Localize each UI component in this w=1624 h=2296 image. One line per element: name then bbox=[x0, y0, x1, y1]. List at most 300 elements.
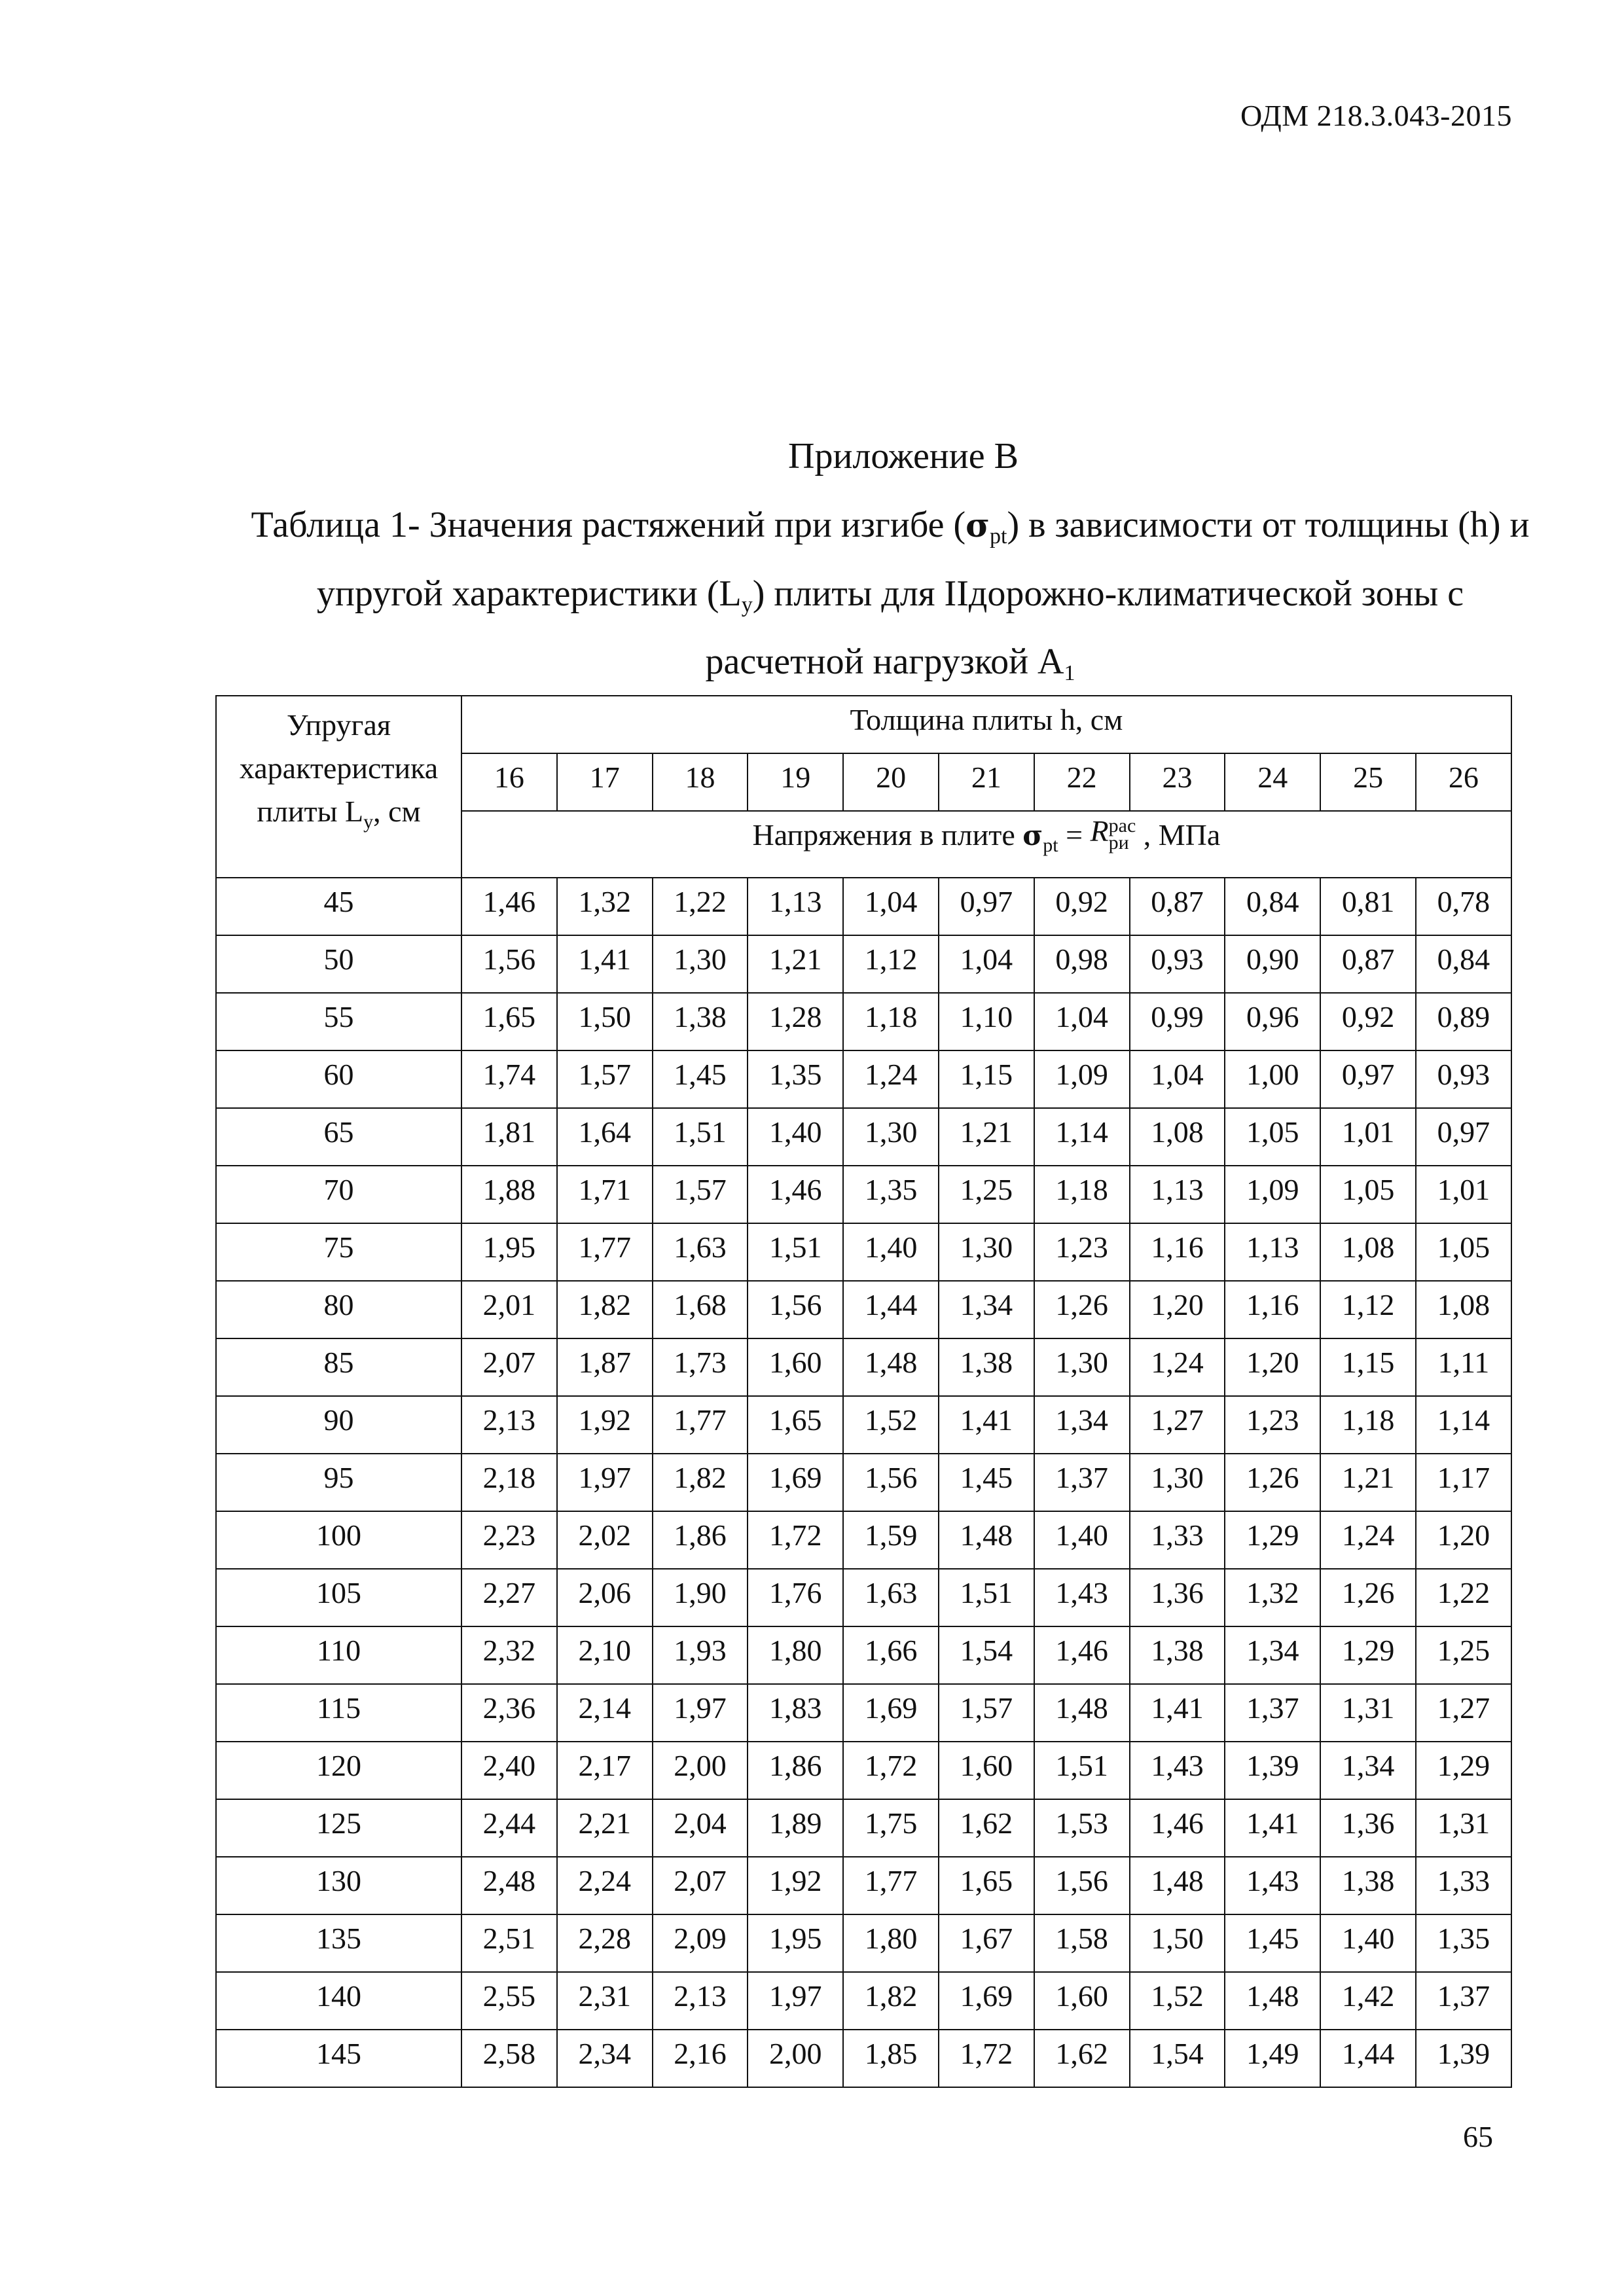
stress-value-cell: 1,44 bbox=[1320, 2030, 1416, 2087]
stress-value-cell: 2,40 bbox=[461, 1742, 557, 1799]
stress-value-cell: 1,48 bbox=[939, 1511, 1034, 1569]
stress-value-cell: 1,44 bbox=[843, 1281, 939, 1338]
stress-value-cell: 1,23 bbox=[1225, 1396, 1320, 1454]
stress-value-cell: 2,24 bbox=[557, 1857, 653, 1914]
stress-value-cell: 0,78 bbox=[1416, 878, 1511, 935]
stress-value-cell: 1,20 bbox=[1225, 1338, 1320, 1396]
stress-value-cell: 1,05 bbox=[1416, 1223, 1511, 1281]
stress-value-cell: 1,09 bbox=[1034, 1050, 1130, 1108]
stress-value-cell: 1,95 bbox=[748, 1914, 843, 1972]
stress-value-cell: 1,20 bbox=[1130, 1281, 1225, 1338]
ly-value-cell: 110 bbox=[216, 1626, 461, 1684]
stress-value-cell: 1,82 bbox=[843, 1972, 939, 2030]
ly-value-cell: 95 bbox=[216, 1454, 461, 1511]
table-row bbox=[216, 1454, 1511, 1511]
ly-value-cell: 75 bbox=[216, 1223, 461, 1281]
stress-value-cell: 1,93 bbox=[653, 1626, 748, 1684]
stress-value-cell: 1,67 bbox=[939, 1914, 1034, 1972]
stress-value-cell: 1,41 bbox=[1130, 1684, 1225, 1742]
ly-value-cell: 85 bbox=[216, 1338, 461, 1396]
stress-value-cell: 1,80 bbox=[748, 1626, 843, 1684]
stress-value-cell: 2,23 bbox=[461, 1511, 557, 1569]
stress-value-cell: 1,35 bbox=[843, 1166, 939, 1223]
stress-value-cell: 1,77 bbox=[843, 1857, 939, 1914]
table-row bbox=[216, 1108, 1511, 1166]
stress-value-cell: 1,40 bbox=[843, 1223, 939, 1281]
stress-value-cell: 1,28 bbox=[748, 993, 843, 1050]
stress-value-cell: 1,81 bbox=[461, 1108, 557, 1166]
document-code: ОДМ 218.3.043-2015 bbox=[1240, 99, 1512, 132]
ly-value-cell: 90 bbox=[216, 1396, 461, 1454]
stress-value-cell: 1,26 bbox=[1320, 1569, 1416, 1626]
stress-value-cell: 1,45 bbox=[939, 1454, 1034, 1511]
stress-value-cell: 1,40 bbox=[1034, 1511, 1130, 1569]
stress-value-cell: 2,01 bbox=[461, 1281, 557, 1338]
stress-value-cell: 1,37 bbox=[1034, 1454, 1130, 1511]
table-caption bbox=[249, 491, 1532, 696]
stress-value-cell: 1,23 bbox=[1034, 1223, 1130, 1281]
stress-value-cell: 1,73 bbox=[653, 1338, 748, 1396]
stress-value-cell: 2,34 bbox=[557, 2030, 653, 2087]
stress-value-cell: 1,20 bbox=[1416, 1511, 1511, 1569]
stress-value-cell: 1,05 bbox=[1320, 1166, 1416, 1223]
stress-value-cell: 0,81 bbox=[1320, 878, 1416, 935]
stress-value-cell: 0,97 bbox=[1416, 1108, 1511, 1166]
thickness-header-cell: Толщина плиты h, см bbox=[461, 696, 1511, 753]
stress-value-cell: 1,49 bbox=[1225, 2030, 1320, 2087]
stress-value-cell: 1,56 bbox=[843, 1454, 939, 1511]
table-row bbox=[216, 1914, 1511, 1972]
stress-value-cell: 2,17 bbox=[557, 1742, 653, 1799]
stress-value-cell: 2,55 bbox=[461, 1972, 557, 2030]
stress-value-cell: 2,51 bbox=[461, 1914, 557, 1972]
stress-value-cell: 1,51 bbox=[1034, 1742, 1130, 1799]
stress-value-cell: 1,12 bbox=[843, 935, 939, 993]
ly-value-cell: 105 bbox=[216, 1569, 461, 1626]
stress-value-cell: 1,18 bbox=[1320, 1396, 1416, 1454]
stress-value-cell: 1,63 bbox=[653, 1223, 748, 1281]
stress-value-cell: 1,36 bbox=[1320, 1799, 1416, 1857]
stress-value-cell: 1,76 bbox=[748, 1569, 843, 1626]
stress-value-cell: 1,30 bbox=[653, 935, 748, 993]
stress-value-cell: 0,97 bbox=[939, 878, 1034, 935]
table-row bbox=[216, 878, 1511, 935]
stress-value-cell: 1,65 bbox=[939, 1857, 1034, 1914]
stress-value-cell: 1,52 bbox=[1130, 1972, 1225, 2030]
thickness-cell: 21 bbox=[939, 753, 1034, 811]
stress-value-cell: 1,72 bbox=[939, 2030, 1034, 2087]
table-row bbox=[216, 1684, 1511, 1742]
stress-value-cell: 1,60 bbox=[1034, 1972, 1130, 2030]
ly-value-cell: 55 bbox=[216, 993, 461, 1050]
stress-value-cell: 1,00 bbox=[1225, 1050, 1320, 1108]
stress-value-cell: 1,40 bbox=[748, 1108, 843, 1166]
stress-value-cell: 1,14 bbox=[1416, 1396, 1511, 1454]
stress-value-cell: 1,12 bbox=[1320, 1281, 1416, 1338]
stress-value-cell: 1,86 bbox=[748, 1742, 843, 1799]
stress-value-cell: 1,56 bbox=[461, 935, 557, 993]
stress-value-cell: 1,30 bbox=[843, 1108, 939, 1166]
table-row bbox=[216, 1626, 1511, 1684]
stress-value-cell: 1,29 bbox=[1225, 1511, 1320, 1569]
table-row bbox=[216, 935, 1511, 993]
stress-value-cell: 1,08 bbox=[1130, 1108, 1225, 1166]
stress-value-cell: 1,60 bbox=[939, 1742, 1034, 1799]
stress-value-cell: 2,16 bbox=[653, 2030, 748, 2087]
stress-value-cell: 1,33 bbox=[1416, 1857, 1511, 1914]
thickness-cell: 26 bbox=[1416, 753, 1511, 811]
page-number: 65 bbox=[1463, 2120, 1493, 2153]
stress-value-cell: 2,00 bbox=[748, 2030, 843, 2087]
stress-value-cell: 1,82 bbox=[653, 1454, 748, 1511]
stress-value-cell: 1,38 bbox=[939, 1338, 1034, 1396]
ly-value-cell: 65 bbox=[216, 1108, 461, 1166]
stress-value-cell: 1,17 bbox=[1416, 1454, 1511, 1511]
stress-value-cell: 1,71 bbox=[557, 1166, 653, 1223]
stress-value-cell: 1,04 bbox=[939, 935, 1034, 993]
stress-value-cell: 1,26 bbox=[1034, 1281, 1130, 1338]
stress-value-cell: 1,92 bbox=[557, 1396, 653, 1454]
stress-value-cell: 1,89 bbox=[748, 1799, 843, 1857]
stress-value-cell: 2,27 bbox=[461, 1569, 557, 1626]
stress-value-cell: 1,48 bbox=[1225, 1972, 1320, 2030]
thickness-cell: 23 bbox=[1130, 753, 1225, 811]
stress-value-cell: 2,07 bbox=[653, 1857, 748, 1914]
stress-value-cell: 0,93 bbox=[1416, 1050, 1511, 1108]
stress-value-cell: 1,39 bbox=[1416, 2030, 1511, 2087]
caption-text-2: ) в зависимости от толщины (h) и упругой характеристики (L bbox=[316, 505, 1530, 614]
stress-value-cell: 1,24 bbox=[1320, 1511, 1416, 1569]
table-row bbox=[216, 1742, 1511, 1799]
table-row bbox=[216, 1223, 1511, 1281]
thickness-cell: 19 bbox=[748, 753, 843, 811]
stress-value-cell: 1,22 bbox=[1416, 1569, 1511, 1626]
stress-value-cell: 1,09 bbox=[1225, 1166, 1320, 1223]
stress-value-cell: 1,30 bbox=[1130, 1454, 1225, 1511]
table-row bbox=[216, 1857, 1511, 1914]
stress-value-cell: 1,37 bbox=[1225, 1684, 1320, 1742]
stress-value-cell: 1,41 bbox=[557, 935, 653, 993]
stress-value-cell: 1,10 bbox=[939, 993, 1034, 1050]
thickness-cell: 25 bbox=[1320, 753, 1416, 811]
table-row bbox=[216, 1166, 1511, 1223]
stress-value-cell: 1,13 bbox=[748, 878, 843, 935]
table-row bbox=[216, 1511, 1511, 1569]
stress-value-cell: 1,56 bbox=[1034, 1857, 1130, 1914]
table-row bbox=[216, 2030, 1511, 2087]
ly-value-cell: 45 bbox=[216, 878, 461, 935]
stress-value-cell: 1,13 bbox=[1225, 1223, 1320, 1281]
r-formula: R рас ри bbox=[1090, 814, 1136, 853]
stress-value-cell: 1,32 bbox=[1225, 1569, 1320, 1626]
stress-value-cell: 1,05 bbox=[1225, 1108, 1320, 1166]
stress-value-cell: 1,18 bbox=[843, 993, 939, 1050]
stress-value-cell: 1,16 bbox=[1225, 1281, 1320, 1338]
stress-value-cell: 1,45 bbox=[1225, 1914, 1320, 1972]
stress-value-cell: 1,26 bbox=[1225, 1454, 1320, 1511]
ly-header-line-2: характеристика bbox=[239, 751, 439, 785]
table-row bbox=[216, 1281, 1511, 1338]
stress-value-cell: 1,77 bbox=[557, 1223, 653, 1281]
stress-value-cell: 1,68 bbox=[653, 1281, 748, 1338]
stress-value-cell: 1,51 bbox=[939, 1569, 1034, 1626]
stress-value-cell: 1,08 bbox=[1320, 1223, 1416, 1281]
stress-value-cell: 1,57 bbox=[653, 1166, 748, 1223]
stress-value-cell: 1,04 bbox=[1130, 1050, 1225, 1108]
stress-value-cell: 1,41 bbox=[1225, 1799, 1320, 1857]
stress-value-cell: 1,87 bbox=[557, 1338, 653, 1396]
thickness-cell: 24 bbox=[1225, 753, 1320, 811]
stress-value-cell: 1,40 bbox=[1320, 1914, 1416, 1972]
stress-value-cell: 1,04 bbox=[843, 878, 939, 935]
stress-value-cell: 1,50 bbox=[557, 993, 653, 1050]
stress-value-cell: 2,13 bbox=[653, 1972, 748, 2030]
stress-value-cell: 1,34 bbox=[1320, 1742, 1416, 1799]
stress-value-cell: 2,04 bbox=[653, 1799, 748, 1857]
stress-value-cell: 2,14 bbox=[557, 1684, 653, 1742]
stress-table bbox=[215, 695, 1512, 2088]
stress-value-cell: 2,36 bbox=[461, 1684, 557, 1742]
stress-value-cell: 1,65 bbox=[461, 993, 557, 1050]
ly-value-cell: 120 bbox=[216, 1742, 461, 1799]
stress-value-cell: 1,11 bbox=[1416, 1338, 1511, 1396]
stress-value-cell: 1,54 bbox=[1130, 2030, 1225, 2087]
table-row bbox=[216, 993, 1511, 1050]
ly-value-cell: 100 bbox=[216, 1511, 461, 1569]
stress-value-cell: 0,99 bbox=[1130, 993, 1225, 1050]
stress-value-cell: 2,44 bbox=[461, 1799, 557, 1857]
stress-value-cell: 1,69 bbox=[939, 1972, 1034, 2030]
l-subscript: у bbox=[741, 593, 753, 617]
stress-value-cell: 0,89 bbox=[1416, 993, 1511, 1050]
stress-value-cell: 1,60 bbox=[748, 1338, 843, 1396]
stress-value-cell: 1,72 bbox=[748, 1511, 843, 1569]
a-subscript: 1 bbox=[1064, 661, 1075, 685]
stress-value-cell: 2,00 bbox=[653, 1742, 748, 1799]
stress-value-cell: 1,27 bbox=[1416, 1684, 1511, 1742]
stress-header-cell: Напряжения в плите $\sigma_{pt} = R$ рас ри , МПа bbox=[461, 811, 1511, 878]
stress-value-cell: 1,31 bbox=[1320, 1684, 1416, 1742]
stress-value-cell: 1,29 bbox=[1320, 1626, 1416, 1684]
stress-value-cell: 1,34 bbox=[1225, 1626, 1320, 1684]
stress-value-cell: 1,15 bbox=[1320, 1338, 1416, 1396]
stress-value-cell: 1,43 bbox=[1130, 1742, 1225, 1799]
stress-value-cell: 1,46 bbox=[748, 1166, 843, 1223]
stress-value-cell: 1,13 bbox=[1130, 1166, 1225, 1223]
stress-value-cell: 1,38 bbox=[1320, 1857, 1416, 1914]
stress-value-cell: 1,57 bbox=[557, 1050, 653, 1108]
stress-value-cell: 1,86 bbox=[653, 1511, 748, 1569]
stress-value-cell: 2,07 bbox=[461, 1338, 557, 1396]
table-row bbox=[216, 1569, 1511, 1626]
stress-value-cell: 2,28 bbox=[557, 1914, 653, 1972]
stress-value-cell: 0,90 bbox=[1225, 935, 1320, 993]
thickness-cell: 17 bbox=[557, 753, 653, 811]
stress-value-cell: 2,09 bbox=[653, 1914, 748, 1972]
stress-value-cell: 1,97 bbox=[748, 1972, 843, 2030]
stress-value-cell: 1,16 bbox=[1130, 1223, 1225, 1281]
table-row bbox=[216, 1396, 1511, 1454]
stress-value-cell: 1,18 bbox=[1034, 1166, 1130, 1223]
stress-value-cell: 1,39 bbox=[1225, 1742, 1320, 1799]
stress-value-cell: 1,56 bbox=[748, 1281, 843, 1338]
ly-header-line-1: Упругая bbox=[287, 708, 391, 742]
stress-value-cell: 0,87 bbox=[1130, 878, 1225, 935]
ly-value-cell: 50 bbox=[216, 935, 461, 993]
stress-value-cell: 1,83 bbox=[748, 1684, 843, 1742]
stress-value-cell: 1,46 bbox=[1130, 1799, 1225, 1857]
stress-value-cell: 0,98 bbox=[1034, 935, 1130, 993]
stress-value-cell: 1,50 bbox=[1130, 1914, 1225, 1972]
stress-value-cell: 1,36 bbox=[1130, 1569, 1225, 1626]
stress-value-cell: 1,52 bbox=[843, 1396, 939, 1454]
stress-value-cell: 1,01 bbox=[1416, 1166, 1511, 1223]
stress-value-cell: 1,21 bbox=[939, 1108, 1034, 1166]
stress-value-cell: 1,24 bbox=[843, 1050, 939, 1108]
stress-value-cell: 0,84 bbox=[1225, 878, 1320, 935]
stress-value-cell: 2,32 bbox=[461, 1626, 557, 1684]
stress-value-cell: 1,08 bbox=[1416, 1281, 1511, 1338]
sigma-subscript: pt bbox=[990, 524, 1007, 548]
ly-value-cell: 135 bbox=[216, 1914, 461, 1972]
stress-value-cell: 1,32 bbox=[557, 878, 653, 935]
table-row bbox=[216, 1338, 1511, 1396]
stress-value-cell: 1,51 bbox=[748, 1223, 843, 1281]
stress-value-cell: 1,25 bbox=[939, 1166, 1034, 1223]
stress-value-cell: 0,93 bbox=[1130, 935, 1225, 993]
ly-value-cell: 115 bbox=[216, 1684, 461, 1742]
stress-value-cell: 1,15 bbox=[939, 1050, 1034, 1108]
stress-value-cell: 1,46 bbox=[461, 878, 557, 935]
table-row bbox=[216, 1050, 1511, 1108]
stress-value-cell: 0,92 bbox=[1320, 993, 1416, 1050]
caption-text-3: ) плиты для IIдорожно-климатической зоны с расчетной нагрузкой А bbox=[705, 573, 1464, 682]
stress-value-cell: 1,69 bbox=[843, 1684, 939, 1742]
table-row bbox=[216, 1799, 1511, 1857]
stress-value-cell: 1,53 bbox=[1034, 1799, 1130, 1857]
stress-value-cell: 1,59 bbox=[843, 1511, 939, 1569]
stress-value-cell: 1,43 bbox=[1034, 1569, 1130, 1626]
stress-value-cell: 2,58 bbox=[461, 2030, 557, 2087]
stress-value-cell: 1,38 bbox=[653, 993, 748, 1050]
stress-value-cell: 1,37 bbox=[1416, 1972, 1511, 2030]
stress-value-cell: 2,06 bbox=[557, 1569, 653, 1626]
stress-value-cell: 1,45 bbox=[653, 1050, 748, 1108]
stress-value-cell: 1,42 bbox=[1320, 1972, 1416, 2030]
stress-value-cell: 1,88 bbox=[461, 1166, 557, 1223]
stress-value-cell: 1,80 bbox=[843, 1914, 939, 1972]
stress-value-cell: 1,97 bbox=[557, 1454, 653, 1511]
stress-value-cell: 1,64 bbox=[557, 1108, 653, 1166]
stress-value-cell: 2,21 bbox=[557, 1799, 653, 1857]
stress-value-cell: 1,29 bbox=[1416, 1742, 1511, 1799]
stress-value-cell: 1,57 bbox=[939, 1684, 1034, 1742]
stress-value-cell: 1,69 bbox=[748, 1454, 843, 1511]
stress-value-cell: 1,30 bbox=[1034, 1338, 1130, 1396]
stress-value-cell: 1,34 bbox=[939, 1281, 1034, 1338]
stress-value-cell: 1,14 bbox=[1034, 1108, 1130, 1166]
thickness-cell: 18 bbox=[653, 753, 748, 811]
stress-value-cell: 1,97 bbox=[653, 1684, 748, 1742]
stress-value-cell: 1,54 bbox=[939, 1626, 1034, 1684]
stress-value-cell: 1,48 bbox=[843, 1338, 939, 1396]
stress-value-cell: 2,31 bbox=[557, 1972, 653, 2030]
ly-header-cell bbox=[216, 696, 461, 878]
ly-value-cell: 80 bbox=[216, 1281, 461, 1338]
stress-value-cell: 0,96 bbox=[1225, 993, 1320, 1050]
stress-value-cell: 1,48 bbox=[1130, 1857, 1225, 1914]
stress-value-cell: 1,65 bbox=[748, 1396, 843, 1454]
stress-value-cell: 1,01 bbox=[1320, 1108, 1416, 1166]
stress-value-cell: 1,35 bbox=[1416, 1914, 1511, 1972]
ly-value-cell: 60 bbox=[216, 1050, 461, 1108]
stress-value-cell: 1,21 bbox=[748, 935, 843, 993]
stress-value-cell: 1,21 bbox=[1320, 1454, 1416, 1511]
stress-value-cell: 2,48 bbox=[461, 1857, 557, 1914]
stress-value-cell: 1,25 bbox=[1416, 1626, 1511, 1684]
sigma-symbol: σ bbox=[965, 506, 990, 545]
stress-value-cell: 1,72 bbox=[843, 1742, 939, 1799]
stress-value-cell: 1,58 bbox=[1034, 1914, 1130, 1972]
stress-value-cell: 1,41 bbox=[939, 1396, 1034, 1454]
stress-value-cell: 1,43 bbox=[1225, 1857, 1320, 1914]
stress-value-cell: 2,18 bbox=[461, 1454, 557, 1511]
stress-value-cell: 1,31 bbox=[1416, 1799, 1511, 1857]
stress-value-cell: 1,04 bbox=[1034, 993, 1130, 1050]
thickness-cell: 16 bbox=[461, 753, 557, 811]
stress-value-cell: 1,85 bbox=[843, 2030, 939, 2087]
stress-value-cell: 1,75 bbox=[843, 1799, 939, 1857]
stress-value-cell: 1,24 bbox=[1130, 1338, 1225, 1396]
stress-value-cell: 0,87 bbox=[1320, 935, 1416, 993]
stress-value-cell: 1,35 bbox=[748, 1050, 843, 1108]
stress-value-cell: 1,82 bbox=[557, 1281, 653, 1338]
caption-text-1: Таблица 1- Значения растяжений при изгибе ( bbox=[251, 505, 966, 545]
ly-value-cell: 125 bbox=[216, 1799, 461, 1857]
stress-value-cell: 1,92 bbox=[748, 1857, 843, 1914]
stress-value-cell: 1,34 bbox=[1034, 1396, 1130, 1454]
stress-value-cell: 0,84 bbox=[1416, 935, 1511, 993]
stress-value-cell: 2,02 bbox=[557, 1511, 653, 1569]
stress-value-cell: 1,74 bbox=[461, 1050, 557, 1108]
stress-value-cell: 1,51 bbox=[653, 1108, 748, 1166]
stress-value-cell: 1,30 bbox=[939, 1223, 1034, 1281]
table-header-row-1 bbox=[216, 696, 1511, 753]
ly-value-cell: 130 bbox=[216, 1857, 461, 1914]
stress-value-cell: 1,33 bbox=[1130, 1511, 1225, 1569]
stress-value-cell: 1,38 bbox=[1130, 1626, 1225, 1684]
stress-value-cell: 1,95 bbox=[461, 1223, 557, 1281]
stress-value-cell: 0,97 bbox=[1320, 1050, 1416, 1108]
stress-value-cell: 1,63 bbox=[843, 1569, 939, 1626]
table-row bbox=[216, 1972, 1511, 2030]
stress-value-cell: 1,62 bbox=[1034, 2030, 1130, 2087]
ly-header-line-3: плиты $L_у$, см bbox=[257, 795, 421, 833]
stress-value-cell: 2,13 bbox=[461, 1396, 557, 1454]
stress-value-cell: 1,66 bbox=[843, 1626, 939, 1684]
stress-value-cell: 1,48 bbox=[1034, 1684, 1130, 1742]
appendix-title: Приложение В bbox=[788, 436, 1019, 476]
stress-value-cell: 1,77 bbox=[653, 1396, 748, 1454]
stress-value-cell: 1,27 bbox=[1130, 1396, 1225, 1454]
stress-value-cell: 0,92 bbox=[1034, 878, 1130, 935]
stress-value-cell: 2,10 bbox=[557, 1626, 653, 1684]
ly-value-cell: 145 bbox=[216, 2030, 461, 2087]
ly-value-cell: 140 bbox=[216, 1972, 461, 2030]
stress-value-cell: 1,22 bbox=[653, 878, 748, 935]
stress-value-cell: 1,90 bbox=[653, 1569, 748, 1626]
stress-value-cell: 1,62 bbox=[939, 1799, 1034, 1857]
